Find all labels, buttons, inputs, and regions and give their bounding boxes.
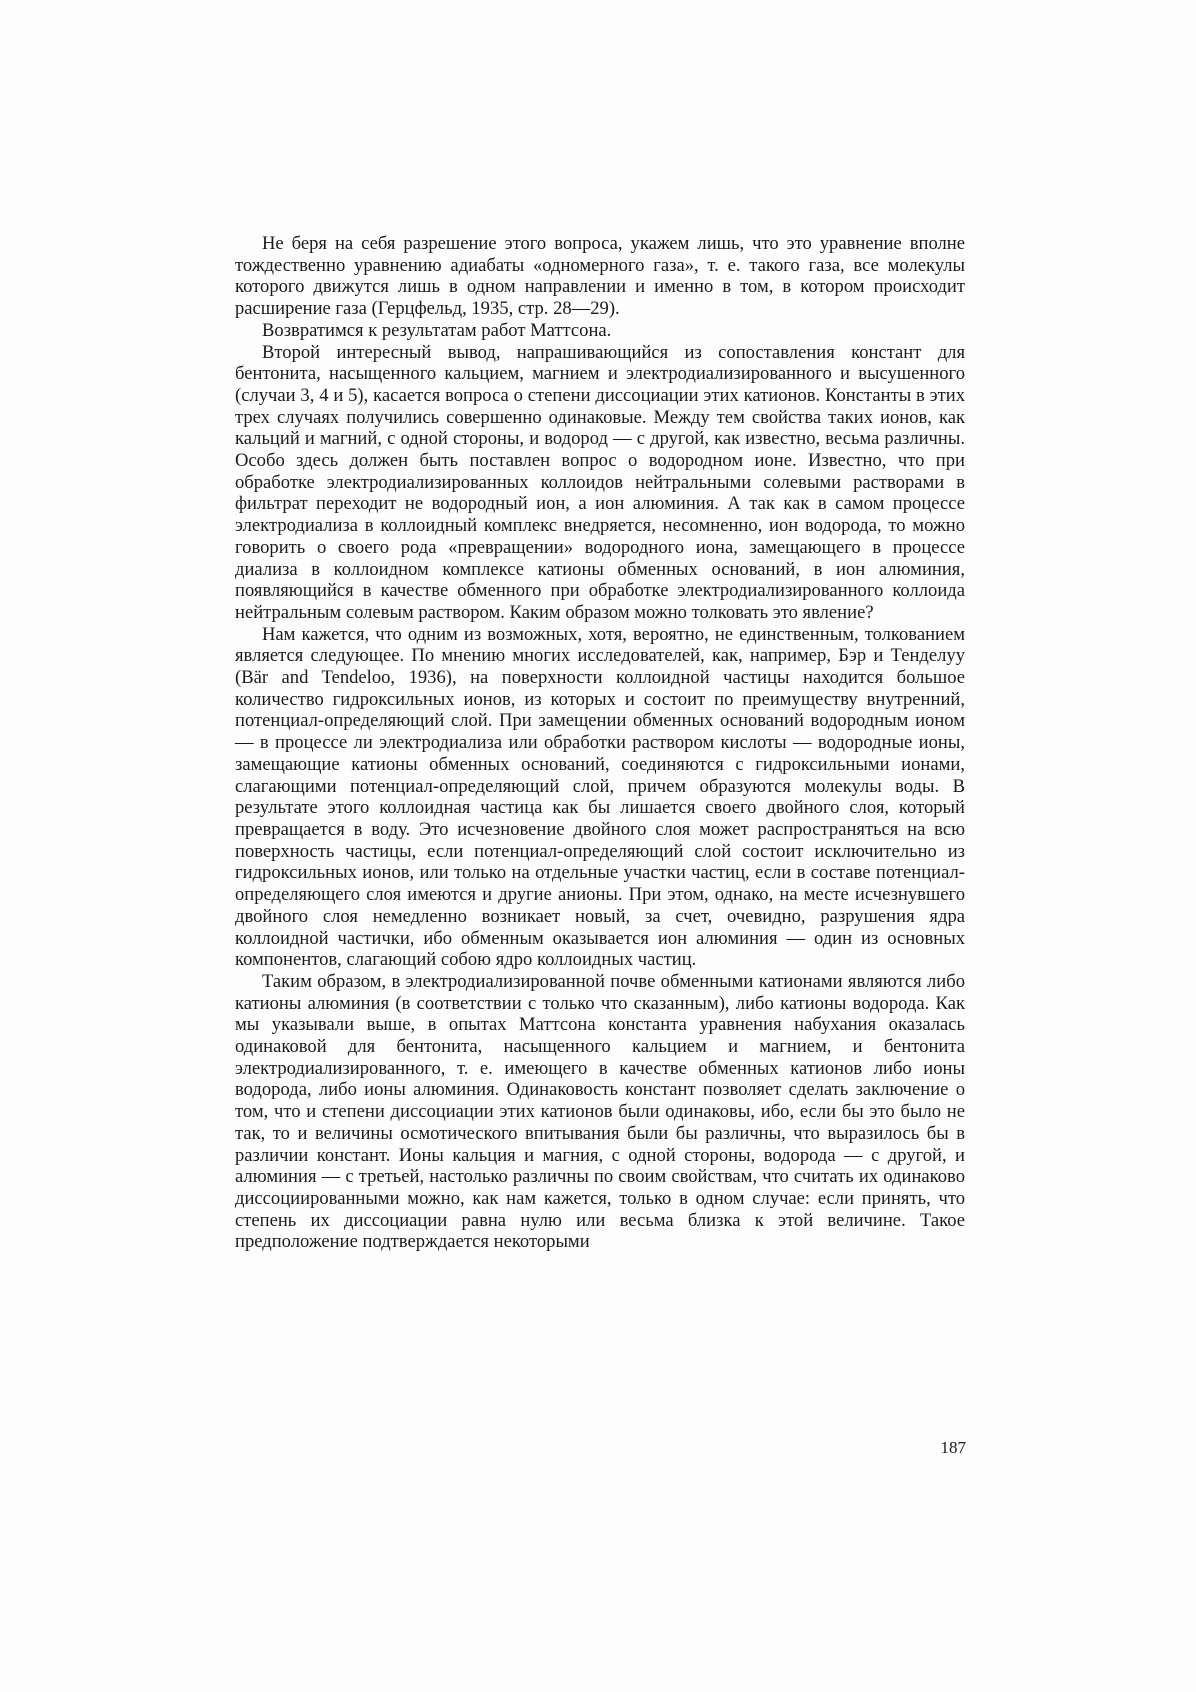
- body-text: [235, 233, 965, 1253]
- paragraph-conclusion: Таким образом, в электродиализированной почве обменными катионами являются либо катионы алюминия (в соответствии с только что сказанным), либо катионы водорода. Как мы указывали выше, в опытах Маттсона константа уравнения набухания оказалась одинаковой для бентонита, насыщенного кальцием и магнием, и бентонита электродиализированного, т. е. имеющего в качестве обменных катионов либо ионы водорода, либо ионы алюминия. Одинаковость констант позволяет сделать заключение о том, что и степени диссоциации этих катионов были одинаковы, ибо, если бы это было не так, то и величины осмотического впитывания были бы различны, что выразилось бы в различии констант. Ионы кальция и магния, с одной стороны, водорода — с другой, и алюминия — с третьей, настолько различны по своим свойствам, что считать их одинаково диссоциированными можно, как нам кажется, только в одном случае: если принять, что степень их диссоциации равна нулю или весьма близка к этой величине. Такое предположение подтверждается некоторыми: [235, 970, 965, 1253]
- page-number: 187: [940, 1438, 966, 1457]
- paragraph-return-mattson: Возвратимся к результатам работ Маттсона.: [262, 319, 612, 341]
- paragraph-dissociation: Второй интересный вывод, напрашивающийся из сопоставления констант для бентонита, насыщенного кальцием, магнием и электродиализированного и высушенного (случаи 3, 4 и 5), касается вопроса о степени диссоциации этих катионов. Константы в этих трех случаях получились совершенно одинаковые. Между тем свойства таких ионов, как кальций и магний, с одной стороны, и водород — с другой, как известно, весьма различны. Особо здесь должен быть поставлен вопрос о водородном ионе. Известно, что при обработке электродиализированных коллоидов нейтральными солевыми растворами в фильтрат переходит не водородный ион, а ион алюминия. А так как в самом процессе электродиализа в коллоидный комплекс внедряется, несомненно, ион водорода, то можно говорить о своего рода «превращении» водородного иона, замещающего в процессе диализа в коллоидном комплексе катионы обменных оснований, в ион алюминия, появляющийся в качестве обменного при обработке электродиализированного коллоида нейтральным солевым раствором. Каким образом можно толковать это явление?: [235, 341, 965, 623]
- paragraph-interpretation: Нам кажется, что одним из возможных, хотя, вероятно, не единственным, толкованием является следующее. По мнению многих исследователей, как, например, Бэр и Тенделуу (Bär and Tendeloo, 1936), на поверхности коллоидной частицы находится большое количество гидроксильных ионов, из которых и состоит по преимуществу внутренний, потенциал-определяющий слой. При замещении обменных оснований водородным ионом — в процессе ли электродиализа или обработки раствором кислоты — водородные ионы, замещающие катионы обменных оснований, соединяются с гидроксильными ионами, слагающими потенциал-определяющий слой, причем образуются молекулы воды. В результате этого коллоидная частица как бы лишается своего двойного слоя, который превращается в воду. Это исчезновение двойного слоя может распространяться на всю поверхность частицы, если потенциал-определяющий слой состоит исключительно из гидроксильных ионов, или только на отдельные участки частиц, если в составе потенциал-определяющего слоя имеются и другие анионы. При этом, однако, на месте исчезнувшего двойного слоя немедленно возникает новый, за счет, очевидно, разрушения ядра коллоидной частички, ибо обменным оказывается ион алюминия — один из основных компонентов, слагающий собою ядро коллоидных частиц.: [235, 623, 965, 971]
- paragraph-adiabat: Не беря на себя разрешение этого вопроса, укажем лишь, что это уравнение вполне тождественно уравнению адиабаты «одномерного газа», т. е. такого газа, все молекулы которого движутся лишь в одном направлении и именно в том, в котором происходит расширение газа (Герцфельд, 1935, стр. 28—29).: [235, 233, 965, 320]
